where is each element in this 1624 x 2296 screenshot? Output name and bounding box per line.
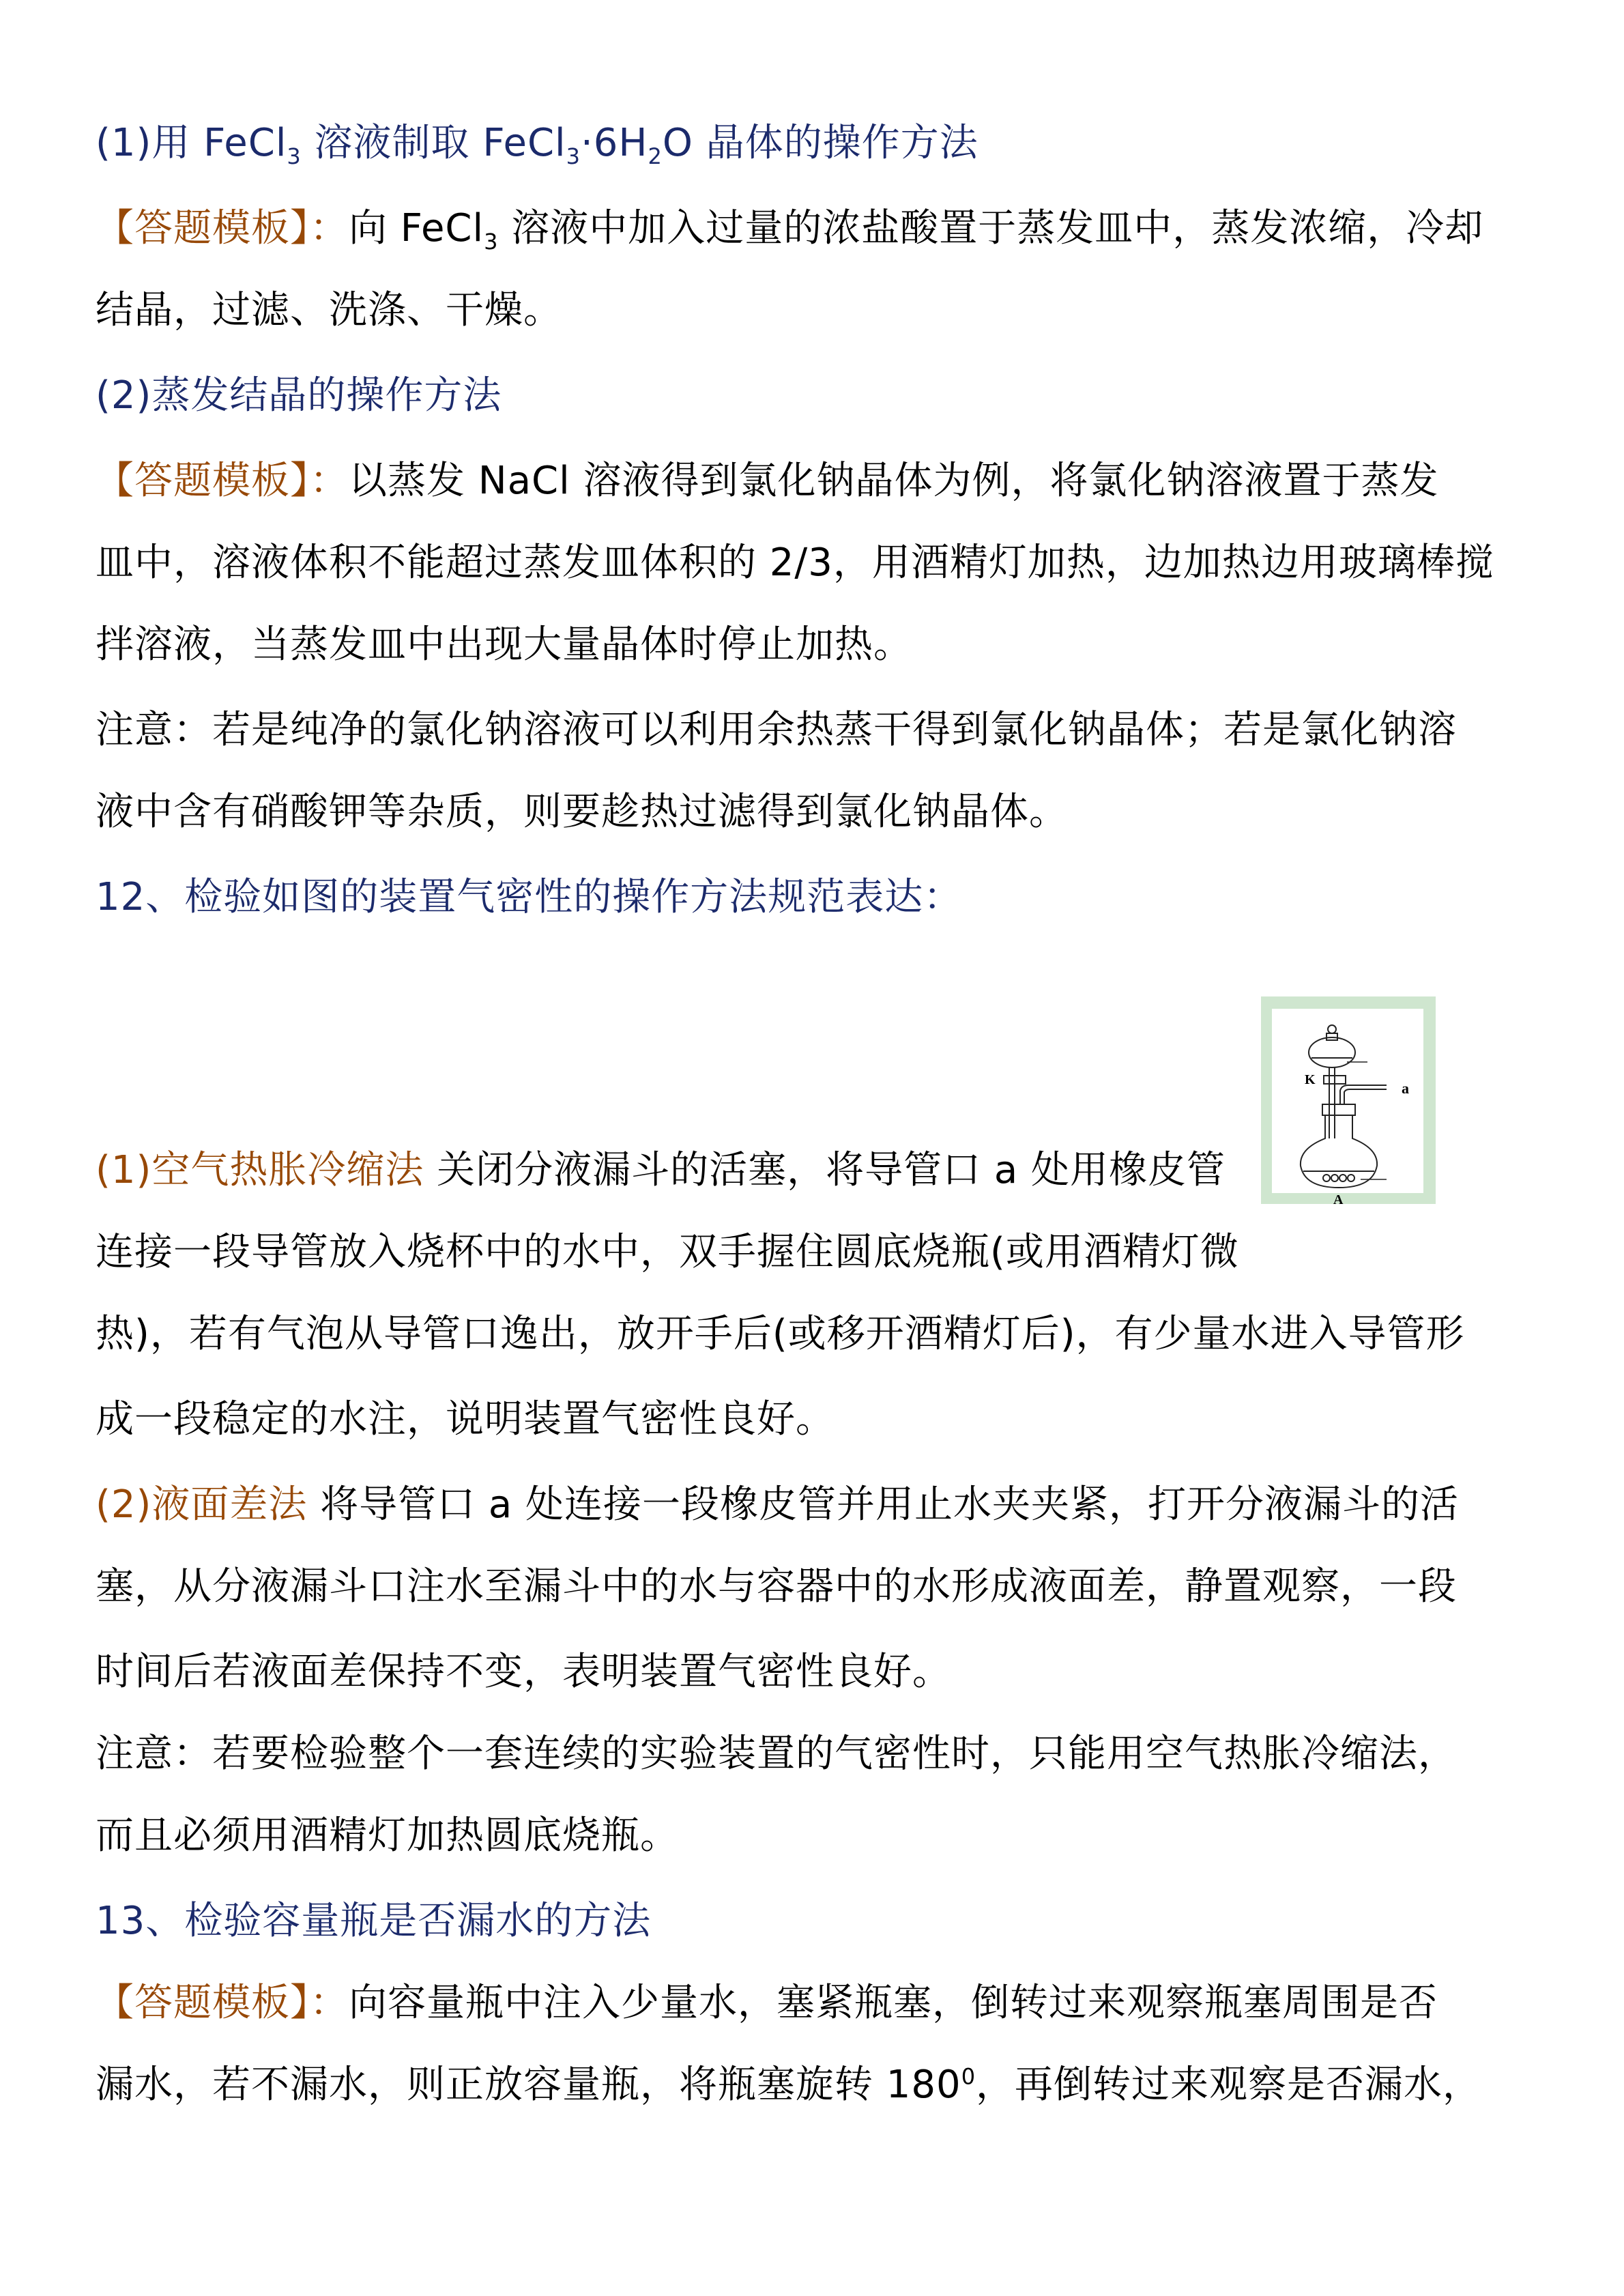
body-text: 拌溶液，当蒸发皿中出现大量晶体时停止加热。 [96,622,912,667]
template-label: 【答题模板】： [96,459,349,503]
section-title-evaporation: (2)蒸发结晶的操作方法 [96,373,502,418]
answer-template-3: 【答题模板】：向容量瓶中注入少量水，塞紧瓶塞，倒转过来观察瓶塞周围是否 [96,1981,1438,2025]
body-text: 时间后若液面差保持不变，表明装置气密性良好。 [96,1650,951,1694]
section-title-fecl3: (1)用 FeCl$_3$ 溶液制取 $FeCl_3\cdot 6H_2O$ 晶体的操作方法 [96,121,978,170]
body-text: 热)，若有气泡从导管口逸出，放开手后(或移开酒精灯后)，有少量水进入导管形 [96,1312,1465,1356]
note-text: 而且必须用酒精灯加热圆底烧瓶。 [96,1813,679,1858]
svg-text:a: a [1402,1080,1409,1097]
body-text: 结晶，过滤、洗涤、干燥。 [96,288,562,332]
section-title-airtightness: 12、检验如图的装置气密性的操作方法规范表达： [96,875,963,919]
body-text: 成一段稳定的水注，说明装置气密性良好。 [96,1397,835,1441]
apparatus-figure [1261,996,1436,1207]
svg-text:A: A [1333,1192,1344,1207]
method-label: (1)空气热胀冷缩法 [96,1148,424,1192]
answer-template-1: 【答题模板】：向 FeCl$_3$ 溶液中加入过量的浓盐酸置于蒸发皿中，蒸发浓缩，冷却 [96,206,1484,255]
method-2-line: (2)液面差法 将导管口 a 处连接一段橡皮管并用止水夹夹紧，打开分液漏斗的活 [96,1482,1460,1527]
method-1-line: (1)空气热胀冷缩法 关闭分液漏斗的活塞，将导管口 a 处用橡皮管 [96,1148,1226,1192]
note-text: 注意：若要检验整个一套连续的实验装置的气密性时，只能用空气热胀冷缩法， [96,1732,1457,1776]
answer-template-2: 【答题模板】：以蒸发 NaCl 溶液得到氯化钠晶体为例，将氯化钠溶液置于蒸发 [96,459,1439,503]
template-label: 【答题模板】： [96,1981,349,2025]
section-title-volumetric-flask: 13、检验容量瓶是否漏水的方法 [96,1899,652,1943]
svg-text:K: K [1305,1072,1316,1087]
body-text: 皿中，溶液体积不能超过蒸发皿体积的 2/3，用酒精灯加热，边加热边用玻璃棒搅 [96,541,1494,585]
body-text: 连接一段导管放入烧杯中的水中，双手握住圆底烧瓶(或用酒精灯微 [96,1230,1239,1274]
template-label: 【答题模板】： [96,206,349,250]
separatory-funnel-flask-icon [1272,1009,1423,1207]
body-text: 塞，从分液漏斗口注水至漏斗中的水与容器中的水形成液面差，静置观察，一段 [96,1564,1457,1609]
note-text: 液中含有硝酸钾等杂质，则要趁热过滤得到氯化钠晶体。 [96,790,1068,834]
method-label: (2)液面差法 [96,1482,308,1527]
body-text: 漏水，若不漏水，则正放容量瓶，将瓶塞旋转 $180^0$，再倒转过来观察是否漏水， [96,2063,1482,2107]
note-text: 注意：若是纯净的氯化钠溶液可以利用余热蒸干得到氯化钠晶体；若是氯化钠溶 [96,708,1457,752]
